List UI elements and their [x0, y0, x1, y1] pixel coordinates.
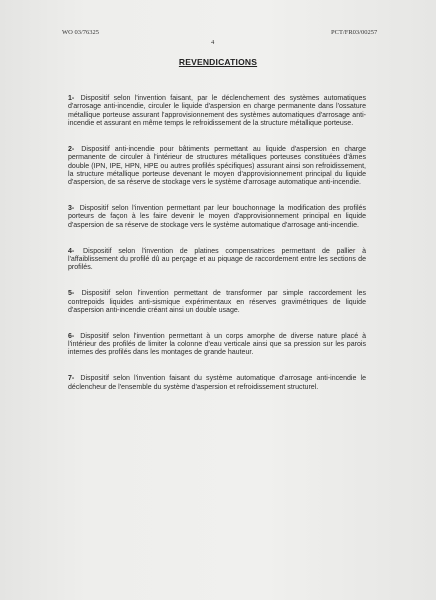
claim-text: Dispositif selon l'invention permettant à un corps amorphe de diverse nature placé à l'intérieur des profilés de limiter la colonne d'eau verticale ainsi que sa pression sur les parois internes des profilés dans les montages de grande hauteur.	[68, 332, 366, 357]
claim-number: 7-	[68, 375, 75, 383]
claim-text: Dispositif anti-incendie pour bâtiments permettant au liquide d'aspersion en charge permanente de circuler à l'intérieur de structures métalliques porteuses constituées d'âmes double (IPN, IPE, HPN, HPE ou autres profilés spécifiques) assurant ainsi son refroidissement, la structure métallique porteuse devenant le moyen d'approvisionnement principal du liquide d'aspersion, de sa réserve de stockage vers le système d'arrosage automatique anti-incendie.	[68, 145, 366, 187]
claim-number: 5-	[68, 290, 75, 298]
claim-number: 6-	[68, 332, 75, 340]
claim-3	[68, 205, 366, 230]
claim-7	[68, 375, 366, 392]
claim-number: 4-	[68, 247, 75, 255]
claim-text: Dispositif selon l'invention permettant de transformer par simple raccordement les contrepoids liquides anti-sismique expérimentaux en réserves gravimétriques de liquide d'aspersion anti-incendie créant ainsi un double usage.	[68, 290, 366, 314]
claim-5	[68, 290, 366, 315]
claims-list	[68, 95, 366, 409]
claim-text: Dispositif selon l'invention de platines compensatrices permettant de pallier à l'affaiblissement du profilé dû au perçage et au piquage de raccordement entre les sections de profilés.	[68, 247, 366, 272]
claim-number: 1-	[68, 95, 75, 102]
claim-4	[68, 248, 366, 273]
publication-number: WO 03/76325	[62, 29, 100, 36]
page-number: 4	[211, 39, 215, 46]
page-title: REVENDICATIONS	[178, 57, 258, 67]
claim-number: 3-	[68, 205, 75, 213]
application-number: PCT/FR03/00257	[331, 29, 378, 36]
claim-number: 2-	[68, 145, 75, 153]
claim-6	[68, 333, 366, 358]
claim-2	[68, 146, 366, 188]
claim-text: Dispositif selon l'invention permettant par leur bouchonnage la modification des profilés porteurs de façon à les faire devenir le moyen d'approvisionnement principal en liquide d'aspersion de sa réserve de stockage vers le système automatique d'arrosage anti-incendie.	[68, 205, 366, 229]
claim-1	[68, 95, 366, 128]
claim-text: Dispositif selon l'invention faisant du système automatique d'arrosage anti-incendie le déclencheur de l'ensemble du système d'aspersion et refroidissement structurel.	[68, 375, 366, 391]
claim-text: Dispositif selon l'invention faisant, par le déclenchement des systèmes automatiques d'arrosage anti-incendie, circuler le liquide d'aspersion en charge permanente dans l'ossature métallique porteuse assurant l'approvisionnement des systèmes automatiques d'arrosage anti-incendie et assurant en même temps le refroidissement de la structure métallique porteuse.	[68, 95, 366, 128]
